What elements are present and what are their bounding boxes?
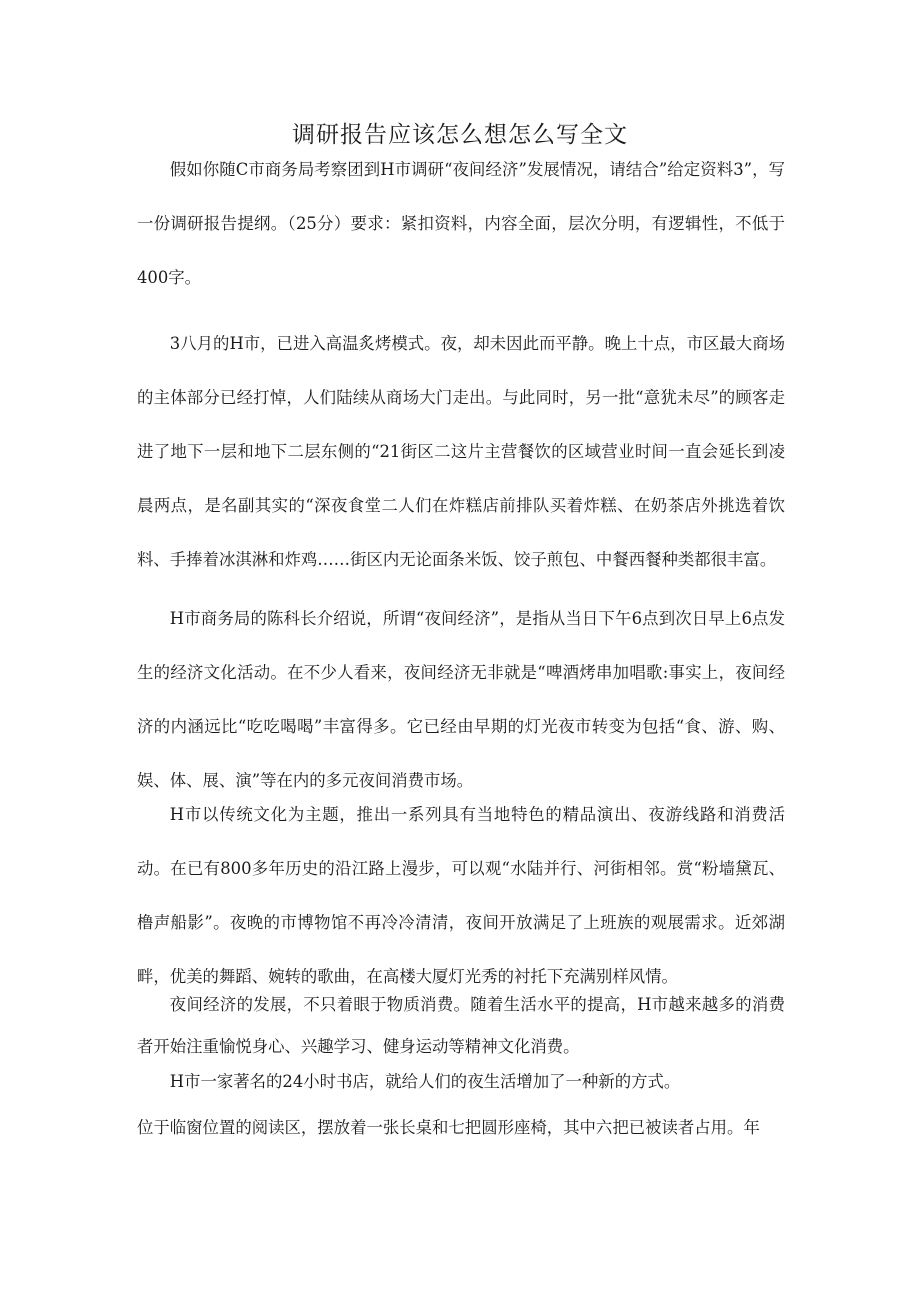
paragraph-night-economy-definition: H市商务局的陈科长介绍说，所谓“夜间经济”，是指从当日下午6点到次日早上6点发生的经济文化活动。在不少人看来，夜间经济无非就是“啤酒烤串加唱歌:事实上，夜间经济的内涵远比“吃吃喝喝”丰富得多。它已经由早期的灯光夜市转变为包括“食、游、购、娱、体、展、演”等在内的多元夜间消费市场。	[137, 609, 785, 790]
paragraph-traditional-culture: H市以传统文化为主题，推出一系列具有当地特色的精品演出、夜游线路和消费活动。在已有800多年历史的沿江路上漫步，可以观“水陆并行、河街相邻。赏“粉墙黛瓦、橹声船影”。夜晚的市博物馆不再冷冷清清，夜间开放满足了上班族的观展需求。近郊湖畔，优美的舞蹈、婉转的歌曲，在高楼大厦灯光秀的衬托下充满别样风情。	[137, 805, 785, 986]
paragraph-reading-area: 位于临窗位置的阅读区，摆放着一张长桌和七把圆形座椅，其中六把已被读者占用。年	[137, 1118, 760, 1137]
paragraph-task: 假如你随C市商务局考察团到H市调研“夜间经济”发展情况，请结合”给定资料3”，写一份调研报告提纲。（25分）要求：紧扣资料，内容全面，层次分明，有逻辑性，不低于400字。	[137, 160, 785, 287]
document-title: 调研报告应该怎么想怎么写全文	[292, 122, 628, 148]
paragraph-night-market: 3八月的H市，已进入高温炙烤模式。夜，却未因此而平静。晚上十点，市区最大商场的主体部分已经打悼，人们陆续从商场大门走出。与此同时，另一批“意犹未尽”的顾客走进了地下一层和地下二层东侧的“21街区二这片主营餐饮的区域营业时间一直会延长到凌晨两点，是名副其实的“深夜食堂二人们在炸糕店前排队买着炸糕、在奶茶店外挑选着饮料、手捧着冰淇淋和炸鸡……街区内无论面条米饭、饺子煎包、中餐西餐种类都很丰富。	[137, 334, 785, 569]
paragraph-spiritual-consumption: 夜间经济的发展，不只着眼于物质消费。随着生活水平的提高，H市越来越多的消费者开始注重愉悦身心、兴趣学习、健身运动等精神文化消费。	[137, 995, 785, 1056]
paragraph-24h-bookstore: H市一家著名的24小时书店，就给人们的夜生活增加了一种新的方式。	[169, 1072, 681, 1091]
